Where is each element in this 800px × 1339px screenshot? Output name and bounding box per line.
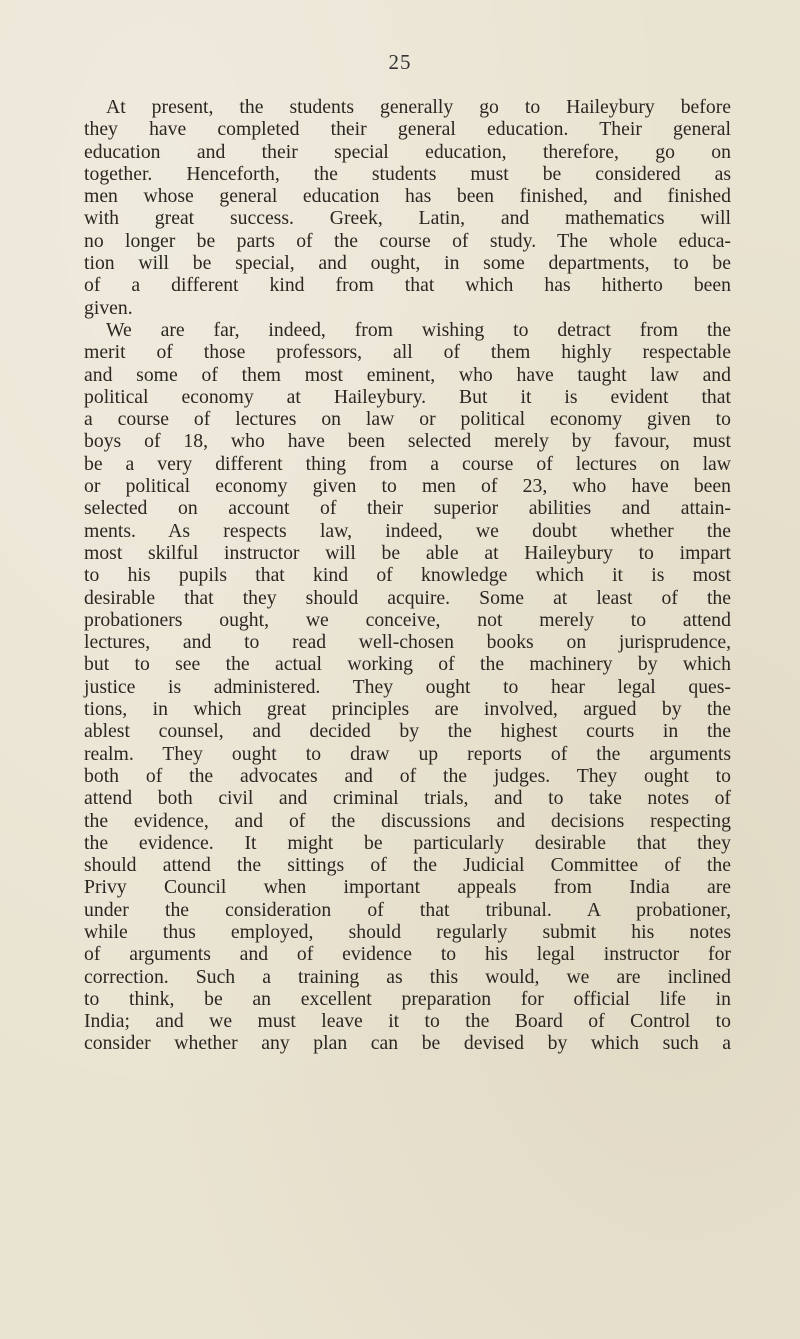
text-line: while thus employed, should regularly submit his notes	[84, 920, 731, 943]
text-line: India; and we must leave it to the Board of Control to	[84, 1010, 731, 1033]
text-line: tion will be special, and ought, in some departments, to be	[84, 252, 731, 275]
text-line: under the consideration of that tribunal. A probationer,	[84, 898, 731, 921]
text-line: ments. As respects law, indeed, we doubt whether the	[84, 519, 731, 542]
text-line: together. Henceforth, the students must be considered as	[84, 162, 731, 185]
text-line: attend both civil and criminal trials, and to take notes of	[84, 787, 731, 810]
text-line: selected on account of their superior abilities and attain-	[84, 497, 731, 520]
text-line: should attend the sittings of the Judicial Committee of the	[84, 854, 731, 877]
text-line: Privy Council when important appeals from India are	[84, 876, 731, 899]
text-line: At present, the students generally go to Haileybury before	[106, 96, 731, 118]
text-line: but to see the actual working of the machinery by which	[84, 653, 731, 676]
text-line: be a very different thing from a course of lectures on law	[84, 452, 731, 475]
text-line: to his pupils that kind of knowledge which it is most	[84, 564, 731, 587]
text-line: political economy at Haileybury. But it is evident that	[84, 385, 731, 408]
text-line: justice is administered. They ought to hear legal ques-	[84, 675, 731, 698]
text-line: We are far, indeed, from wishing to detract from the	[106, 318, 731, 341]
text-line: men whose general education has been finished, and finished	[84, 185, 731, 208]
text-line: correction. Such a training as this would, we are inclined	[84, 965, 731, 988]
text-line: they have completed their general education. Their general	[84, 118, 731, 141]
text-line: given.	[84, 296, 133, 319]
text-line: lectures, and to read well-chosen books on jurisprudence,	[84, 631, 731, 654]
text-line: and some of them most eminent, who have taught law and	[84, 363, 731, 386]
text-line: of arguments and of evidence to his legal instructor for	[84, 943, 731, 966]
page-number: 25	[388, 50, 412, 74]
text-line: the evidence. It might be particularly desirable that they	[84, 831, 731, 854]
text-line: to think, be an excellent preparation for official life in	[84, 987, 731, 1010]
text-line: a course of lectures on law or political economy given to	[84, 408, 731, 431]
text-line: of a different kind from that which has hitherto been	[84, 274, 731, 297]
text-line: ablest counsel, and decided by the highest courts in the	[84, 720, 731, 743]
text-line: the evidence, and of the discussions and decisions respecting	[84, 809, 731, 832]
text-line: or political economy given to men of 23, who have been	[84, 475, 731, 498]
text-line: realm. They ought to draw up reports of the arguments	[84, 742, 731, 765]
text-line: desirable that they should acquire. Some at least of the	[84, 586, 731, 609]
text-line: education and their special education, therefore, go on	[84, 140, 731, 163]
text-line: consider whether any plan can be devised by which such a	[84, 1032, 731, 1055]
text-line: merit of those professors, all of them highly respectable	[84, 341, 731, 364]
body-text	[84, 96, 731, 1055]
text-line: with great success. Greek, Latin, and mathematics will	[84, 207, 731, 230]
text-line: tions, in which great principles are involved, argued by the	[84, 698, 731, 721]
text-line: probationers ought, we conceive, not merely to attend	[84, 608, 731, 631]
text-line: no longer be parts of the course of study. The whole educa-	[84, 229, 731, 252]
text-line: boys of 18, who have been selected merely by favour, must	[84, 430, 731, 453]
text-line: most skilful instructor will be able at Haileybury to impart	[84, 541, 731, 564]
text-line: both of the advocates and of the judges. They ought to	[84, 764, 731, 787]
